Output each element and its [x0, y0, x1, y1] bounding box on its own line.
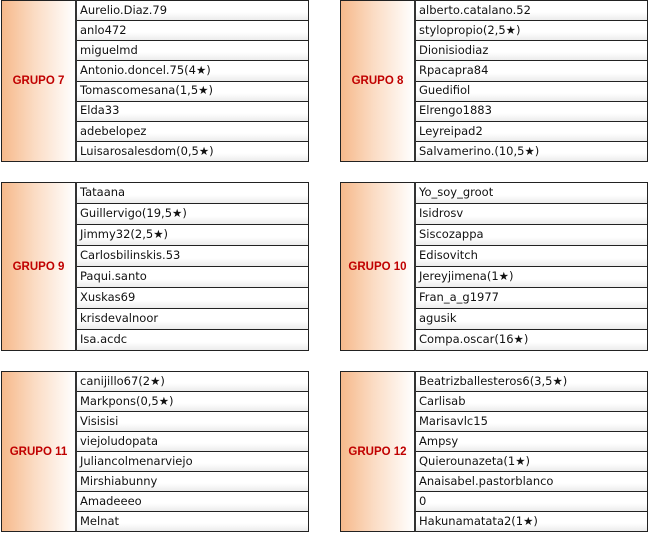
member-name: Mirshiabunny [80, 473, 158, 488]
member-name: krisdevalnoor [80, 311, 159, 326]
member-row [77, 41, 309, 61]
group-table-12 [340, 371, 648, 532]
member-row [77, 472, 309, 492]
member-name: Rpacapra84 [419, 63, 489, 78]
member-name: Juliancolmenarviejo [80, 453, 193, 468]
member-name: Leyreipad2 [419, 123, 483, 138]
group-label: GRUPO 8 [351, 75, 404, 87]
member-row [77, 21, 309, 41]
member-name: Edisovitch [419, 248, 478, 263]
group-label: GRUPO 7 [12, 75, 65, 87]
member-row [77, 309, 309, 330]
group-label-cell [340, 0, 416, 162]
member-name: canijillo67(2★) [80, 373, 165, 388]
member-row [416, 41, 648, 61]
member-name: alberto.catalano.52 [419, 2, 531, 17]
member-list [416, 0, 648, 162]
member-name: Salvamerino.(10,5★) [419, 143, 540, 158]
member-row [416, 432, 648, 452]
member-row [77, 392, 309, 412]
group-label-cell [1, 182, 77, 351]
member-name: Xuskas69 [80, 290, 136, 305]
member-name: Visisisi [80, 413, 119, 428]
member-row [416, 61, 648, 81]
group-label-cell [340, 371, 416, 532]
member-name: Anaisabel.pastorblanco [419, 473, 554, 488]
member-name: Amadeeeo [80, 493, 142, 508]
member-name: agusik [419, 311, 457, 326]
member-name: adebelopez [80, 123, 147, 138]
group-label: GRUPO 12 [348, 445, 407, 458]
member-name: Ampsy [419, 433, 459, 448]
member-row [416, 452, 648, 472]
member-row [416, 182, 648, 204]
member-row [416, 267, 648, 288]
member-name: Elda33 [80, 103, 120, 118]
member-row [416, 21, 648, 41]
member-row [77, 204, 309, 225]
member-row [416, 122, 648, 142]
member-row [77, 225, 309, 246]
member-name: Siscozappa [419, 227, 484, 242]
member-row [77, 142, 309, 162]
group-label-cell [1, 0, 77, 162]
member-name: Fran_a_g1977 [419, 290, 499, 305]
group-table-9 [1, 182, 309, 351]
member-name: stylopropio(2,5★) [419, 22, 521, 37]
member-name: Marisavlc15 [419, 413, 488, 428]
member-row [416, 309, 648, 330]
member-name: Jereyjimena(1★) [419, 269, 514, 284]
member-row [77, 246, 309, 267]
member-name: Beatrizballesteros6(3,5★) [419, 373, 568, 388]
member-row [77, 0, 309, 21]
member-row [77, 371, 309, 392]
member-list [416, 371, 648, 532]
member-name: Guedifiol [419, 83, 471, 98]
member-row [416, 512, 648, 532]
member-row [77, 61, 309, 81]
member-row [416, 330, 648, 351]
member-row [416, 412, 648, 432]
member-name: 0 [419, 493, 427, 508]
member-name: viejoludopata [80, 433, 159, 448]
member-name: Elrengo1883 [419, 103, 492, 118]
member-row [416, 142, 648, 162]
member-row [77, 432, 309, 452]
member-row [77, 122, 309, 142]
member-row [416, 472, 648, 492]
member-row [416, 102, 648, 122]
group-table-7 [1, 0, 309, 162]
member-name: Isa.acdc [80, 332, 128, 347]
member-row [416, 371, 648, 392]
member-row [416, 82, 648, 102]
member-list [77, 0, 309, 162]
member-name: Melnat [80, 513, 120, 528]
member-name: Guillervigo(19,5★) [80, 206, 187, 221]
group-table-10 [340, 182, 648, 351]
member-list [416, 182, 648, 351]
member-row [416, 225, 648, 246]
member-name: Compa.oscar(16★) [419, 332, 529, 347]
member-row [77, 330, 309, 351]
member-name: Dionisiodiaz [419, 43, 489, 58]
group-table-8 [340, 0, 648, 162]
member-list [77, 182, 309, 351]
member-row [77, 267, 309, 288]
member-row [416, 392, 648, 412]
member-name: Jimmy32(2,5★) [80, 227, 169, 242]
member-name: Luisarosalesdom(0,5★) [80, 143, 214, 158]
member-row [416, 0, 648, 21]
member-name: Yo_soy_groot [419, 185, 494, 200]
member-row [77, 452, 309, 472]
member-row [77, 102, 309, 122]
member-row [77, 412, 309, 432]
member-name: Tataana [80, 185, 126, 200]
member-name: Tomascomesana(1,5★) [80, 83, 213, 98]
member-row [77, 82, 309, 102]
member-name: Carlosbilinskis.53 [80, 248, 181, 263]
group-label: GRUPO 9 [12, 260, 65, 273]
member-row [416, 288, 648, 309]
group-label-cell [340, 182, 416, 351]
member-name: Markpons(0,5★) [80, 393, 174, 408]
member-row [416, 246, 648, 267]
member-row [77, 288, 309, 309]
member-list [77, 371, 309, 532]
member-name: miguelmd [80, 43, 138, 58]
member-row [416, 492, 648, 512]
member-row [77, 512, 309, 532]
member-name: Paqui.santo [80, 269, 147, 284]
group-label-cell [1, 371, 77, 532]
member-name: Aurelio.Diaz.79 [80, 2, 168, 17]
member-name: Carlisab [419, 393, 466, 408]
member-name: Antonio.doncel.75(4★) [80, 63, 211, 78]
member-row [77, 182, 309, 204]
member-name: Isidrosv [419, 206, 464, 221]
group-label: GRUPO 10 [348, 260, 407, 273]
member-row [416, 204, 648, 225]
member-name: Quierounazeta(1★) [419, 453, 531, 468]
group-table-11 [1, 371, 309, 532]
member-name: Hakunamatata2(1★) [419, 513, 538, 528]
group-label: GRUPO 11 [9, 445, 68, 458]
member-row [77, 492, 309, 512]
member-name: anlo472 [80, 22, 127, 37]
